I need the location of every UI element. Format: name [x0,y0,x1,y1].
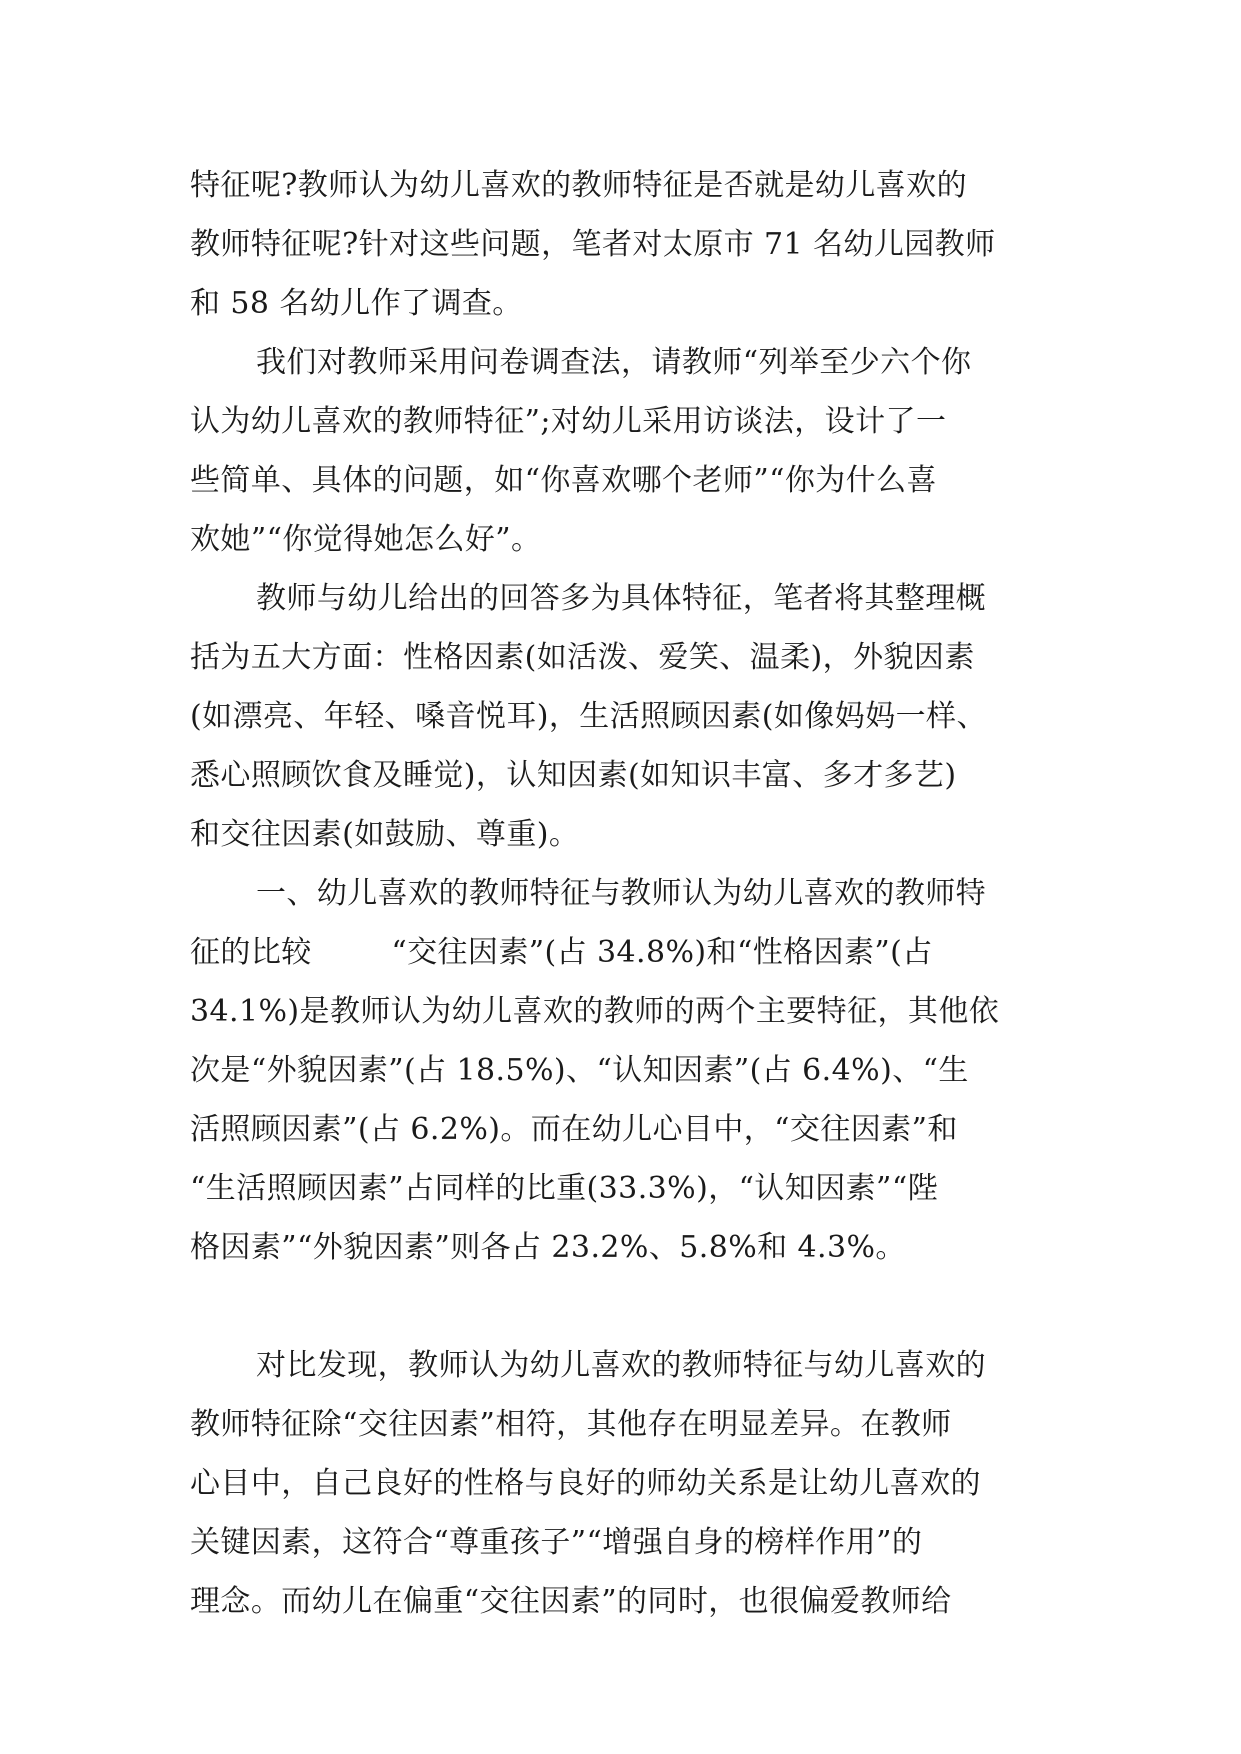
text-line: 和交往因素(如鼓励、尊重)。 [190,817,580,852]
text-line: 教师与幼儿给出的回答多为具体特征，笔者将其整理概 [256,581,987,616]
text-line: 心目中，自己良好的性格与良好的师幼关系是让幼儿喜欢的 [190,1466,981,1501]
text-line: (如漂亮、年轻、嗓音悦耳)，生活照顾因素(如像妈妈一样、 [190,699,987,734]
text-line: 格因素”“外貌因素”则各占 23.2%、5.8%和 4.3%。 [190,1230,906,1265]
paragraph-five-factors [190,569,1050,864]
text-line: 特征呢?教师认为幼儿喜欢的教师特征是否就是幼儿喜欢的 [190,168,968,203]
paragraph-findings [190,1336,1050,1631]
text-line: 活照顾因素”(占 6.2%)。而在幼儿心目中，“交往因素”和 [190,1112,958,1147]
text-line: 次是“外貌因素”(占 18.5%)、“认知因素”(占 6.4%)、“生 [190,1053,969,1088]
text-line: 对比发现，教师认为幼儿喜欢的教师特征与幼儿喜欢的 [256,1348,987,1383]
text-line: 欢她”“你觉得她怎么好”。 [190,522,542,557]
section-heading-line: 一、幼儿喜欢的教师特征与教师认为幼儿喜欢的教师特 [256,876,987,911]
text-line: 教师特征呢?针对这些问题，笔者对太原市 71 名幼儿园教师 [190,227,996,262]
text-line: “生活照顾因素”占同样的比重(33.3%)，“认知因素”“陛 [190,1171,938,1206]
text-line: 教师特征除“交往因素”相符，其他存在明显差异。在教师 [190,1407,952,1442]
text-line: 理念。而幼儿在偏重“交往因素”的同时，也很偏爱教师给 [190,1584,952,1619]
paragraph-comparison [190,864,1050,1277]
text-line: 我们对教师采用问卷调查法，请教师“列举至少六个你 [256,345,972,380]
text-line: 征的比较 “交往因素”(占 34.8%)和“性格因素”(占 [190,935,933,970]
text-line: 括为五大方面：性格因素(如活泼、爱笑、温柔)，外貌因素 [190,640,975,675]
paragraph-survey-question [190,156,1050,333]
text-line: 34.1%)是教师认为幼儿喜欢的教师的两个主要特征，其他依 [190,994,1000,1029]
text-line: 和 58 名幼儿作了调查。 [190,286,523,321]
text-line: 认为幼儿喜欢的教师特征”;对幼儿采用访谈法，设计了一 [190,404,947,439]
text-line: 关键因素，这符合“尊重孩子”“增强自身的榜样作用”的 [190,1525,923,1560]
text-line: 悉心照顾饮食及睡觉)，认知因素(如知识丰富、多才多艺) [190,758,957,793]
text-line: 些简单、具体的问题，如“你喜欢哪个老师”“你为什么喜 [190,463,937,498]
paragraph-method [190,333,1050,569]
